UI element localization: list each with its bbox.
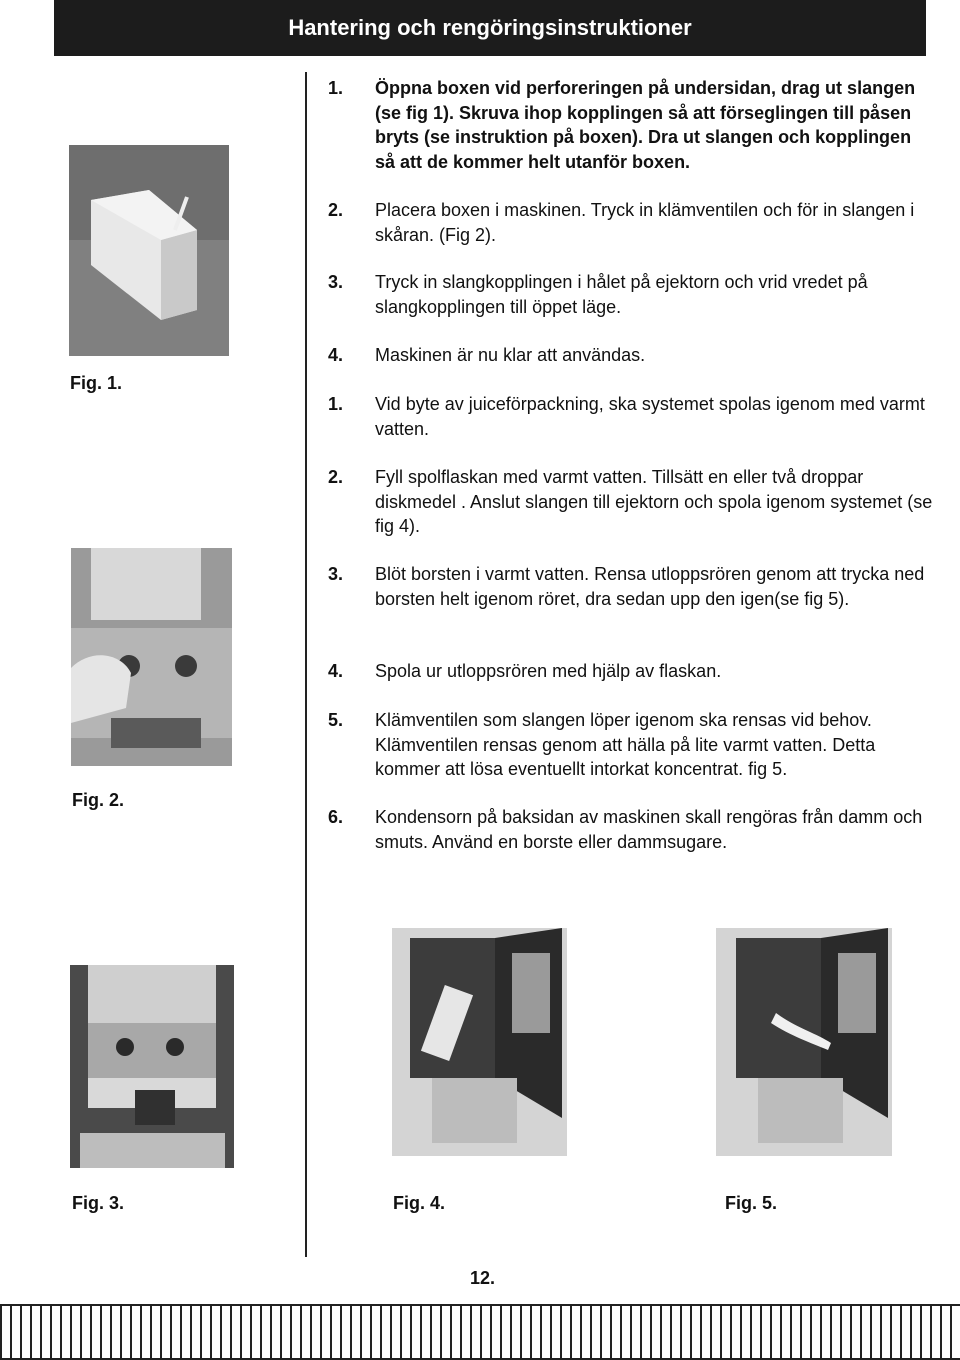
fig3-photo	[70, 965, 234, 1168]
fig2-label: Fig. 2.	[72, 790, 125, 810]
step-text: Klämventilen som slangen löper igenom ska rensas vid behov. Klämventilen rensas genom att hälla på lite varmt vatten. Detta kommer att lösa eventuellt intorkat koncentrat. fig 5.	[375, 710, 876, 779]
step-number: 4.	[328, 661, 344, 681]
page-title: Hantering och rengöringsinstruktioner	[54, 0, 926, 56]
step-number: 2.	[328, 200, 344, 220]
step-number: 2.	[328, 467, 344, 487]
fig4-photo	[392, 928, 567, 1156]
page-number: 12.	[470, 1268, 496, 1288]
fig1-label: Fig. 1.	[70, 373, 123, 393]
step-text: Vid byte av juiceförpackning, ska systemet spolas igenom med varmt vatten.	[375, 394, 925, 439]
fig4-label: Fig. 4.	[393, 1193, 446, 1213]
step-number: 1.	[328, 78, 344, 98]
fig5-photo	[716, 928, 892, 1156]
machine-interior-image	[70, 965, 234, 1168]
step-number: 3.	[328, 564, 344, 584]
fig2-photo	[71, 548, 232, 766]
brush-cleaning-image	[716, 928, 892, 1156]
step-number: 5.	[328, 710, 344, 730]
step-text: Placera boxen i maskinen. Tryck in klämventilen och för in slangen i skåran. (Fig 2).	[375, 200, 915, 245]
step-number: 4.	[328, 345, 344, 365]
machine-install-image	[71, 548, 232, 766]
step-number: 6.	[328, 807, 344, 827]
step-number: 3.	[328, 272, 344, 292]
flushing-bottle-image	[392, 928, 567, 1156]
fig3-label: Fig. 3.	[72, 1193, 125, 1213]
step-text: Spola ur utloppsrören med hjälp av flaskan.	[375, 661, 722, 681]
fig1-photo	[69, 145, 229, 356]
column-divider	[305, 72, 307, 1257]
carton-box-image	[69, 145, 229, 356]
fig5-label: Fig. 5.	[725, 1193, 778, 1213]
step-text: Fyll spolflaskan med varmt vatten. Tillsätt en eller två droppar diskmedel . Anslut slangen till ejektorn och spola igenom systemet (se fig 4).	[375, 467, 933, 536]
footer-bar	[0, 1304, 960, 1360]
step-number: 1.	[328, 394, 344, 414]
step-text: Kondensorn på baksidan av maskinen skall rengöras från damm och smuts. Använd en borste eller dammsugare.	[375, 807, 923, 852]
step-text: Maskinen är nu klar att användas.	[375, 345, 646, 365]
step-text: Öppna boxen vid perforeringen på undersidan, drag ut slangen (se fig 1). Skruva ihop kopplingen så att förseglingen till påsen bryts (se instruktion på boxen). Dra ut slangen och kopplingen så att de kommer helt utanför boxen.	[375, 78, 916, 172]
step-text: Blöt borsten i varmt vatten. Rensa utloppsrören genom att trycka ned borsten helt igenom röret, dra sedan upp den igen(se fig 5).	[375, 564, 925, 609]
step-text: Tryck in slangkopplingen i hålet på ejektorn och vrid vredet på slangkopplingen till öppet läge.	[375, 272, 868, 317]
